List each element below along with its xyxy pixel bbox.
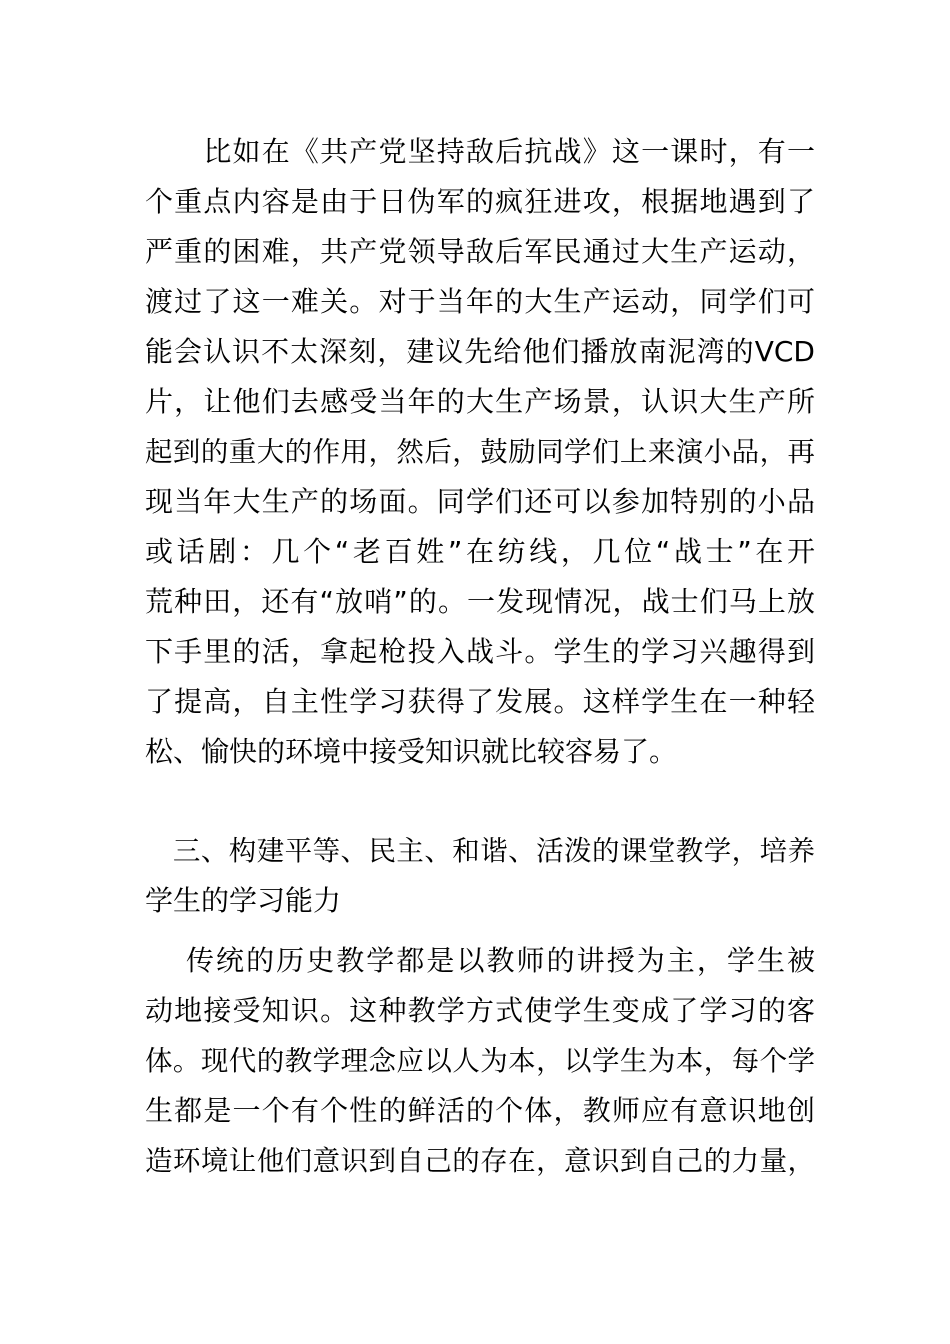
text-line: 了提高，自主性学习获得了发展。这样学生在一种轻 <box>145 685 815 718</box>
text-line: 动地接受知识。这种教学方式使学生变成了学习的客 <box>145 994 815 1027</box>
heading-line: 三、构建平等、民主、和谐、活泼的课堂教学，培养 <box>145 835 815 867</box>
text-line: 或话剧：几个“老百姓”在纺线，几位“战士”在开 <box>145 535 815 568</box>
text-line: 渡过了这一难关。对于当年的大生产运动，同学们可 <box>145 285 815 318</box>
text-line: 起到的重大的作用，然后，鼓励同学们上来演小品，再 <box>145 436 815 468</box>
text-line: 造环境让他们意识到自己的存在，意识到自己的力量， <box>145 1145 815 1177</box>
text-line: 现当年大生产的场面。同学们还可以参加特别的小品 <box>145 485 815 518</box>
heading-line: 学生的学习能力 <box>145 884 342 917</box>
text-line: 下手里的活，拿起枪投入战斗。学生的学习兴趣得到 <box>145 635 815 668</box>
text-line: 体。现代的教学理念应以人为本，以学生为本，每个学 <box>145 1045 815 1077</box>
text-line: 个重点内容是由于日伪军的疯狂进攻，根据地遇到了 <box>145 185 815 218</box>
text-line: 传统的历史教学都是以教师的讲授为主，学生被 <box>145 944 815 977</box>
text-line: 严重的困难，共产党领导敌后军民通过大生产运动， <box>145 235 815 268</box>
text-line: 能会认识不太深刻，建议先给他们播放南泥湾的VCD <box>145 335 815 368</box>
text-line: 比如在《共产党坚持敌后抗战》这一课时，有一 <box>145 135 815 168</box>
text-line: 生都是一个有个性的鲜活的个体，教师应有意识地创 <box>145 1094 815 1127</box>
text-line: 荒种田，还有“放哨”的。一发现情况，战士们马上放 <box>145 585 815 618</box>
text-line: 松、愉快的环境中接受知识就比较容易了。 <box>145 735 678 768</box>
text-line: 片，让他们去感受当年的大生产场景，认识大生产所 <box>145 385 815 418</box>
